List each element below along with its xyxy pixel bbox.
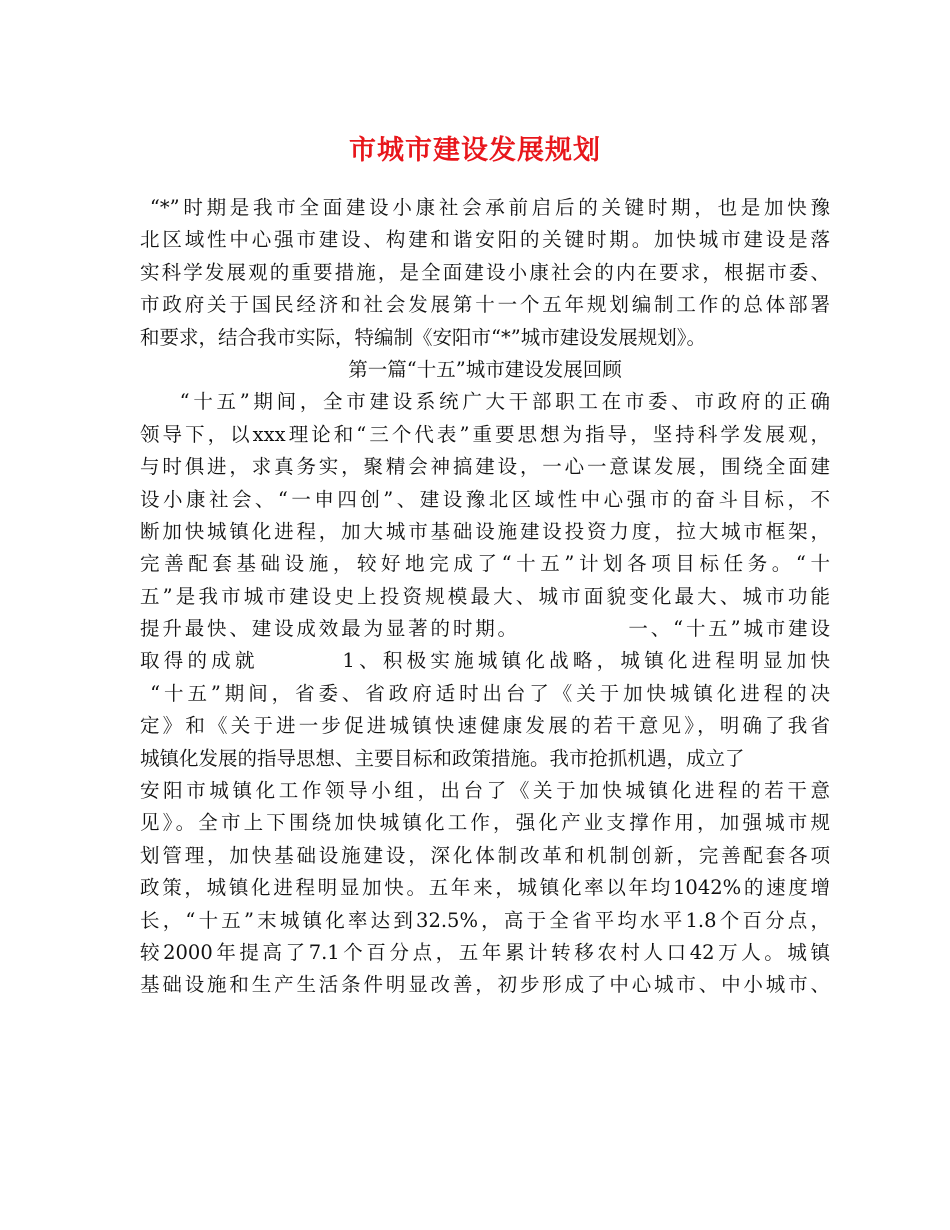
paragraph-line: 市政府关于国民经济和社会发展第十一个五年规划编制工作的总体部署: [140, 293, 830, 317]
paragraph-line: 城镇化发展的指导思想、主要目标和政策措施。我市抢抓机遇，成立了: [140, 746, 745, 770]
paragraph-line: 提升最快、建设成效最为显著的时期。 一、“十五”城市建设: [140, 617, 830, 641]
paragraph-line: 划管理，加快基础设施建设，深化体制改革和机制创新，完善配套各项: [140, 843, 830, 867]
paragraph-line: 基础设施和生产生活条件明显改善，初步形成了中心城市、中小城市、: [140, 973, 830, 997]
paragraph-line: “十五”期间，省委、省政府适时出台了《关于加快城镇化进程的决: [140, 681, 830, 705]
paragraph-line: 北区域性中心强市建设、构建和谐安阳的关键时期。加快城市建设是落: [140, 228, 830, 252]
paragraph-line: 长，“十五”末城镇化率达到32.5%，高于全省平均水平1.8个百分点，: [140, 908, 830, 932]
paragraph-line: 设小康社会、“一申四创”、建设豫北区域性中心强市的奋斗目标，不: [140, 487, 830, 511]
paragraph-line: 完善配套基础设施，较好地完成了“十五”计划各项目标任务。“十: [140, 552, 830, 576]
paragraph-line: 断加快城镇化进程，加大城市基础设施建设投资力度，拉大城市框架，: [140, 519, 830, 543]
paragraph-line: “*”时期是我市全面建设小康社会承前启后的关键时期，也是加快豫: [140, 196, 830, 219]
paragraph-line: 领导下，以xxx理论和“三个代表”重要思想为指导，坚持科学发展观，: [140, 422, 830, 446]
document-body: [140, 192, 830, 1002]
paragraph-line: “十五”期间，全市建设系统广大干部职工在市委、市政府的正确: [140, 390, 830, 414]
paragraph-line: 政策，城镇化进程明显加快。五年来，城镇化率以年均1042%的速度增: [140, 876, 830, 900]
paragraph-line: 定》和《关于进一步促进城镇快速健康发展的若干意见》，明确了我省: [140, 714, 830, 738]
paragraph-line: 取得的成就 1、积极实施城镇化战略，城镇化进程明显加快: [140, 649, 830, 673]
paragraph-line: 与时俱进，求真务实，聚精会神搞建设，一心一意谋发展，围绕全面建: [140, 455, 830, 479]
paragraph-line: 和要求，结合我市实际，特编制《安阳市“*”城市建设发展规划》。: [140, 325, 706, 349]
paragraph-line: 实科学发展观的重要措施，是全面建设小康社会的内在要求，根据市委、: [140, 260, 830, 284]
paragraph-line: 安阳市城镇化工作领导小组，出台了《关于加快城镇化进程的若干意: [140, 779, 830, 803]
paragraph-line: 五”是我市城市建设史上投资规模最大、城市面貌变化最大、城市功能: [140, 584, 830, 608]
document-title: 市城市建设发展规划: [349, 135, 601, 166]
section-heading: 第一篇“十五”城市建设发展回顾: [348, 357, 622, 381]
paragraph-line: 较2000年提高了7.1个百分点，五年累计转移农村人口42万人。城镇: [140, 940, 830, 964]
paragraph-line: 见》。全市上下围绕加快城镇化工作，强化产业支撑作用，加强城市规: [140, 811, 830, 835]
